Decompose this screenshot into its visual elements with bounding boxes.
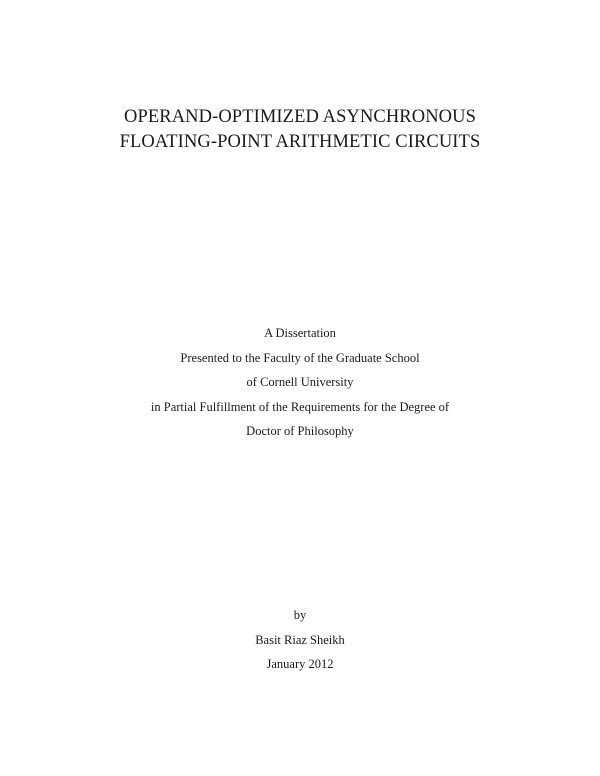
title-line-2: FLOATING-POINT ARITHMETIC CIRCUITS — [119, 132, 481, 152]
dissertation-title — [0, 105, 600, 155]
statement-line-dissertation: A Dissertation — [264, 326, 336, 340]
statement-line-presented: Presented to the Faculty of the Graduate School — [180, 350, 420, 365]
byline — [0, 603, 600, 677]
title-line-1: OPERAND-OPTIMIZED ASYNCHRONOUS — [124, 107, 476, 127]
submission-statement — [0, 321, 600, 444]
author-name: Basit Riaz Sheikh — [255, 632, 345, 647]
statement-line-degree: Doctor of Philosophy — [246, 424, 354, 438]
statement-line-fulfillment: in Partial Fulfillment of the Requirements for the Degree of — [150, 399, 450, 414]
by-label: by — [293, 608, 307, 622]
statement-line-university: of Cornell University — [246, 375, 354, 389]
submission-date: January 2012 — [266, 657, 334, 671]
